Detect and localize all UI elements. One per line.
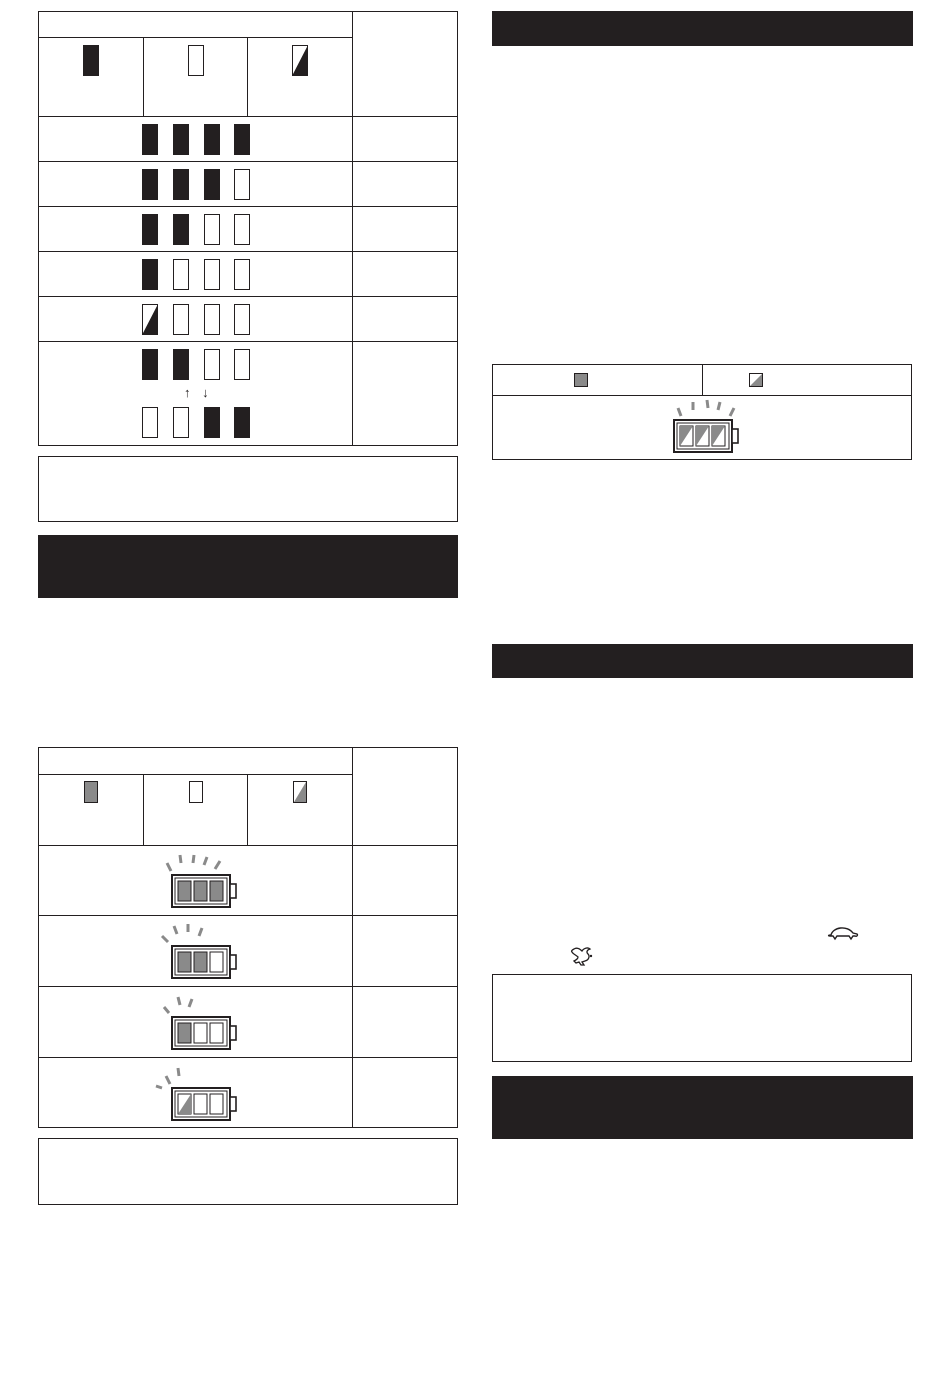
led-lit-icon (204, 169, 220, 200)
led-off-icon (234, 259, 250, 290)
led-off-icon (204, 214, 220, 245)
table-divider (38, 1057, 458, 1058)
section-heading-bar (38, 535, 458, 598)
led-off-icon (234, 349, 250, 380)
led-lit-icon (142, 214, 158, 245)
table-divider (38, 37, 352, 38)
led-lit-icon (142, 259, 158, 290)
table-divider (38, 251, 458, 252)
led-off-icon (234, 169, 250, 200)
led-off-icon (204, 349, 220, 380)
note-box (38, 456, 458, 522)
table-divider (38, 206, 458, 207)
table-divider (38, 915, 458, 916)
legend-led-lit-icon (84, 781, 98, 803)
note-box (38, 1138, 458, 1205)
led-lit-icon (234, 407, 250, 438)
table-divider (247, 37, 248, 116)
table-divider (38, 116, 458, 117)
section-heading-bar (492, 11, 913, 46)
battery-level-icon (151, 924, 261, 984)
table-divider (38, 161, 458, 162)
led-lit-icon (173, 214, 189, 245)
legend-led-blinking-icon (292, 45, 308, 76)
battery-overheat-icon (664, 400, 744, 455)
led-off-icon (173, 259, 189, 290)
table-divider (492, 395, 912, 396)
section-heading-bar (492, 1076, 913, 1139)
note-box (492, 974, 912, 1062)
table-divider (143, 774, 144, 845)
led-lit-icon (234, 124, 250, 155)
table-divider (702, 364, 703, 395)
table-divider (38, 296, 458, 297)
led-lit-icon (142, 169, 158, 200)
legend-led-lit-icon (83, 45, 99, 76)
led-lit-icon (173, 124, 189, 155)
led-blinking-icon (142, 304, 158, 335)
section-heading-bar (492, 644, 913, 678)
led-lit-icon (142, 349, 158, 380)
led-off-icon (234, 304, 250, 335)
led-off-icon (173, 407, 189, 438)
table-divider (247, 774, 248, 845)
led-off-icon (204, 259, 220, 290)
table-divider (38, 845, 458, 846)
battery-level-icon (151, 853, 261, 913)
led-off-icon (142, 407, 158, 438)
led-lit-icon (173, 169, 189, 200)
table-divider (352, 11, 353, 445)
legend-led-off-icon (188, 45, 204, 76)
legend-led-lit-icon (574, 373, 588, 387)
table-divider (38, 774, 352, 775)
led-off-icon (204, 304, 220, 335)
battery-level-icon (151, 995, 261, 1055)
rabbit-icon (570, 945, 595, 967)
legend-led-blinking-icon (749, 373, 763, 387)
led-off-icon (234, 214, 250, 245)
table-divider (352, 747, 353, 1127)
battery-level-icon (151, 1066, 261, 1126)
table-divider (38, 341, 458, 342)
legend-led-off-icon (189, 781, 203, 803)
table-divider (143, 37, 144, 116)
led-off-icon (173, 304, 189, 335)
led-lit-icon (204, 124, 220, 155)
legend-led-blinking-icon (293, 781, 307, 803)
alternating-arrows: ↑ ↓ (184, 385, 213, 400)
table-divider (38, 986, 458, 987)
tortoise-icon (827, 924, 859, 941)
led-lit-icon (142, 124, 158, 155)
led-lit-icon (204, 407, 220, 438)
led-lit-icon (173, 349, 189, 380)
